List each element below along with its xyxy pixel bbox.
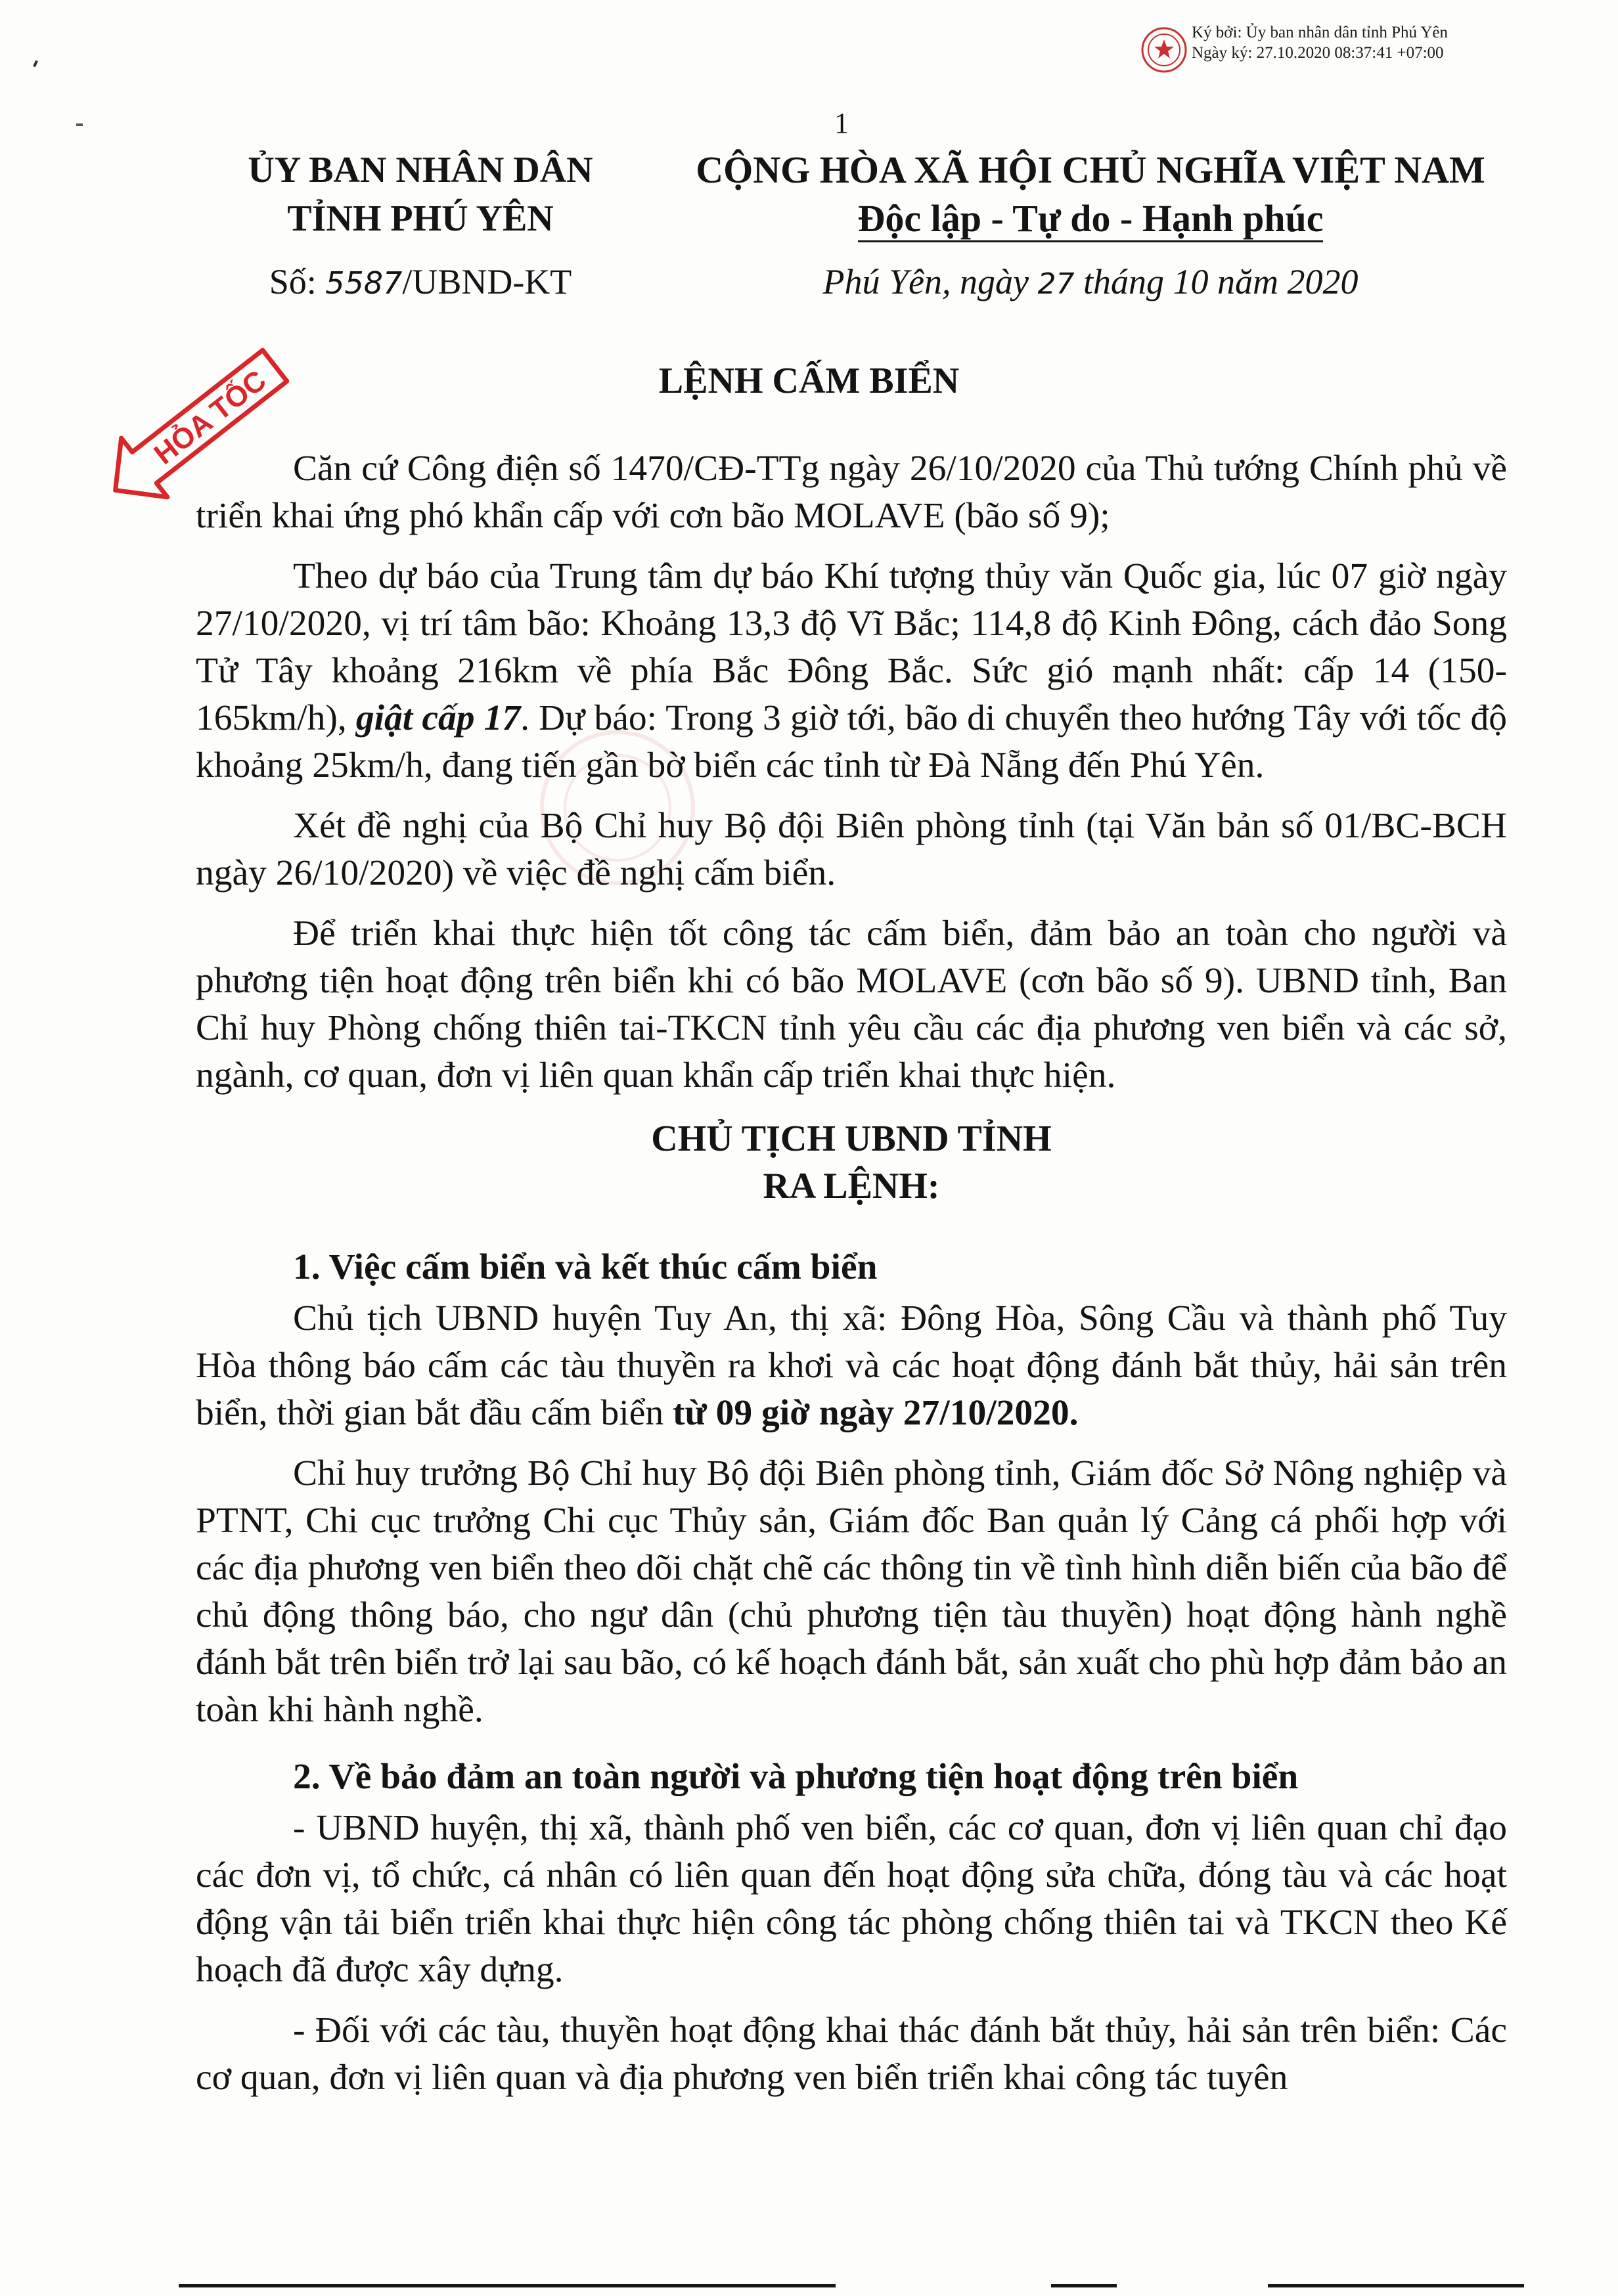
national-motto: Độc lập - Tự do - Hạnh phúc	[858, 197, 1324, 242]
bottom-rule	[1051, 2284, 1117, 2287]
nation-name: CỘNG HÒA XÃ HỘI CHỦ NGHĨA VIỆT NAM	[696, 148, 1485, 191]
issuing-agency	[177, 146, 663, 243]
paragraph-monitoring: Chỉ huy trưởng Bộ Chỉ huy Bộ đội Biên phòng tỉnh, Giám đốc Sở Nông nghiệp và PTNT, Chi cục trưởng Chi cục Thủy sản, Giám đốc Ban quản lý Cảng cá phối hợp với các địa phương ven biển theo dõi chặt chẽ các thông tin về tình hình diễn biến của bão để chủ động thông báo, cho ngư dân (chủ phương tiện tàu thuyền) hoạt động hành nghề đánh bắt trên biển trở lại sau bão, có kế hoạch đánh bắt, sản xuất cho phù hợp đảm bảo an toàn khi hành nghề.	[196, 1453, 1507, 1730]
paragraph-vessels: - Đối với các tàu, thuyền hoạt động khai thác đánh bắt thủy, hải sản trên biển: Các cơ quan, đơn vị liên quan và địa phương ven biển triển khai công tác tuyên	[196, 2010, 1507, 2098]
urgent-stamp-label: HỎA TỐC	[148, 364, 273, 471]
document-number: Số: 5587/UBND-KT	[269, 262, 572, 301]
paragraph-request: Để triển khai thực hiện tốt công tác cấm biển, đảm bảo an toàn cho người và phương tiện hoạt động trên biển khi có bão MOLAVE (cơn bão số 9). UBND tỉnh, Ban Chỉ huy Phòng chống thiên tai-TKCN tỉnh yêu cầu các địa phương ven biển và các sở, ngành, cơ quan, đơn vị liên quan khẩn cấp triển khai thực hiện.	[196, 914, 1507, 1095]
document-number-handwritten: 5587	[325, 265, 403, 301]
paragraph-ban-start: Chủ tịch UBND huyện Tuy An, thị xã: Đông Hòa, Sông Cầu và thành phố Tuy Hòa thông báo cấm các tàu thuyền ra khơi và các hoạt động đánh bắt thủy, hải sản trên biển, thời gian bắt đầu cấm biển từ 09 giờ ngày 27/10/2020.	[196, 1298, 1507, 1433]
document-date: Phú Yên, ngày 27 tháng 10 năm 2020	[822, 262, 1359, 301]
paragraph-legal-basis: Căn cứ Công điện số 1470/CĐ-TTg ngày 26/10/2020 của Thủ tướng Chính phủ về triển khai ứng phó khẩn cấp với cơn bão MOLAVE (bão số 9);	[196, 449, 1507, 536]
signed-by: Ký bởi: Ủy ban nhân dân tỉnh Phú Yên	[1192, 24, 1449, 41]
ban-start-time: từ 09 giờ ngày 27/10/2020.	[672, 1393, 1079, 1433]
signed-at: Ngày ký: 27.10.2020 08:37:41 +07:00	[1192, 44, 1444, 62]
order-heading-line-1: CHỦ TỊCH UBND TỈNH	[651, 1118, 1052, 1159]
document-title: LỆNH CẤM BIỂN	[658, 361, 960, 401]
scan-mark	[33, 60, 38, 68]
signature-seal-icon	[1140, 26, 1188, 74]
gust-level: giật cấp 17	[355, 698, 521, 738]
agency-line-1: ỦY BAN NHÂN DÂN	[248, 150, 593, 190]
bottom-rule	[1268, 2284, 1524, 2287]
section-1-heading: 1. Việc cấm biển và kết thúc cấm biển	[293, 1247, 878, 1287]
document-body	[196, 445, 1507, 2102]
paragraph-forecast: Theo dự báo của Trung tâm dự báo Khí tượng thủy văn Quốc gia, lúc 07 giờ ngày 27/10/2020, vị trí tâm bão: Khoảng 13,3 độ Vĩ Bắc; 114,8 độ Kinh Đông, cách đảo Song Tử Tây khoảng 216km về phía Bắc Đông Bắc. Sức gió mạnh nhất: cấp 14 (150-165km/h), giật cấp 17. Dự báo: Trong 3 giờ tới, bão di chuyển theo hướng Tây với tốc độ khoảng 25km/h, đang tiến gần bờ biển các tỉnh từ Đà Nẵng đến Phú Yên.	[196, 556, 1507, 785]
section-2-heading: 2. Về bảo đảm an toàn người và phương tiện hoạt động trên biển	[293, 1757, 1299, 1797]
order-heading	[196, 1115, 1507, 1210]
date-day-handwritten: 27	[1037, 267, 1075, 301]
national-heading	[663, 146, 1517, 243]
order-heading-line-2: RA LỆNH:	[763, 1166, 940, 1206]
digital-signature	[1192, 22, 1448, 63]
scan-mark	[76, 123, 83, 126]
page-number: 1	[834, 107, 849, 139]
agency-line-2: TỈNH PHÚ YÊN	[287, 198, 554, 239]
paragraph-local-units: - UBND huyện, thị xã, thành phố ven biển, các cơ quan, đơn vị liên quan chỉ đạo các đơn vị, tổ chức, cá nhân có liên quan đến hoạt động sửa chữa, đóng tàu và các hoạt động vận tải biển triển khai thực hiện công tác phòng chống thiên tai và TKCN theo Kế hoạch đã được xây dựng.	[196, 1808, 1507, 1990]
bottom-rule	[179, 2284, 836, 2287]
paragraph-proposal: Xét đề nghị của Bộ Chỉ huy Bộ đội Biên phòng tỉnh (tại Văn bản số 01/BC-BCH ngày 26/10/2020) về việc đề nghị cấm biển.	[196, 806, 1507, 893]
